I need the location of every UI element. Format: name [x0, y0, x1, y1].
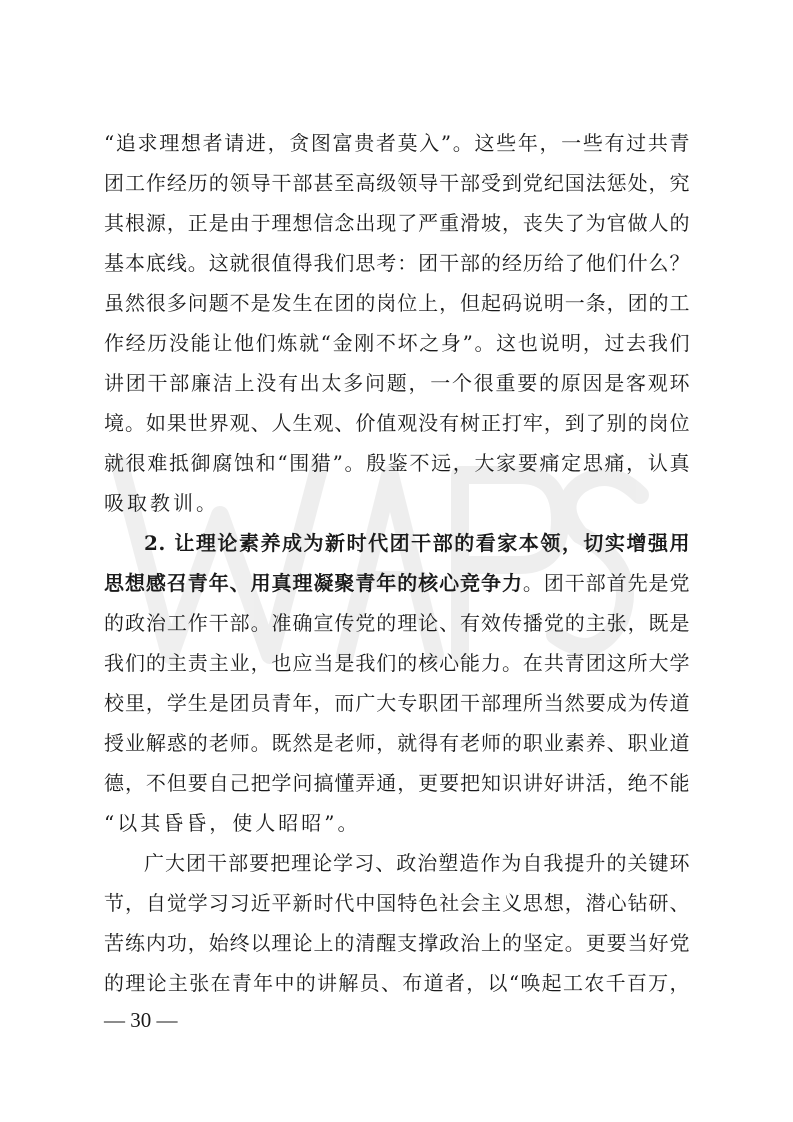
text-line-9: 就很难抵御腐蚀和“围猎”。殷鉴不远，大家要痛定思痛，认真 [104, 451, 690, 475]
page-number: — 30 — [104, 1008, 178, 1032]
text-line-20: 节，自觉学习习近平新时代中国特色社会主义思想，潜心钻研、 [104, 891, 690, 915]
text-line-5: 虽然很多问题不是发生在团的岗位上，但起码说明一条，团的工 [104, 291, 690, 315]
text-line-14: 我们的主责主业，也应当是我们的核心能力。在共青团这所大学 [104, 651, 690, 675]
text-line-16: 授业解惑的老师。既然是老师，就得有老师的职业素养、职业道 [104, 731, 690, 755]
heading-line-2: 思想感召青年、用真理凝聚青年的核心竞争力 [104, 571, 523, 595]
heading-line-1: 2. 让理论素养成为新时代团干部的看家本领，切实增强用 [144, 531, 690, 555]
text-line-12-rest: 。团干部首先是党 [522, 571, 691, 595]
text-line-7: 讲团干部廉洁上没有出太多问题，一个很重要的原因是客观环 [104, 371, 690, 395]
text-line-3: 其根源，正是由于理想信念出现了严重滑坡，丧失了为官做人的 [104, 211, 690, 235]
text-line-2: 团工作经历的领导干部甚至高级领导干部受到党纪国法惩处，究 [104, 171, 690, 195]
text-line-15: 校里，学生是团员青年，而广大专职团干部理所当然要成为传道 [104, 691, 690, 715]
text-line-19: 广大团干部要把理论学习、政治塑造作为自我提升的关键环 [144, 851, 690, 875]
text-line-18: “以其昏昏，使人昭昭”。 [104, 811, 361, 835]
text-line-21: 苦练内功，始终以理论上的清醒支撑政治上的坚定。更要当好党 [104, 931, 690, 955]
text-line-4: 基本底线。这就很值得我们思考：团干部的经历给了他们什么？ [104, 251, 690, 275]
text-line-6: 作经历没能让他们炼就“金刚不坏之身”。这也说明，过去我们 [104, 331, 690, 355]
text-line-1: “追求理想者请进，贪图富贵者莫入”。这些年，一些有过共青 [104, 131, 690, 155]
text-line-10: 吸取教训。 [104, 491, 219, 515]
text-line-17: 德，不但要自己把学问搞懂弄通，更要把知识讲好讲活，绝不能 [104, 771, 690, 795]
text-line-22: 的理论主张在青年中的讲解员、布道者，以“唤起工农千百万， [104, 971, 690, 995]
text-line-13: 的政治工作干部。准确宣传党的理论、有效传播党的主张，既是 [104, 611, 690, 635]
text-line-12 [104, 565, 690, 601]
text-line-8: 境。如果世界观、人生观、价值观没有树正打牢，到了别的岗位 [104, 411, 690, 435]
